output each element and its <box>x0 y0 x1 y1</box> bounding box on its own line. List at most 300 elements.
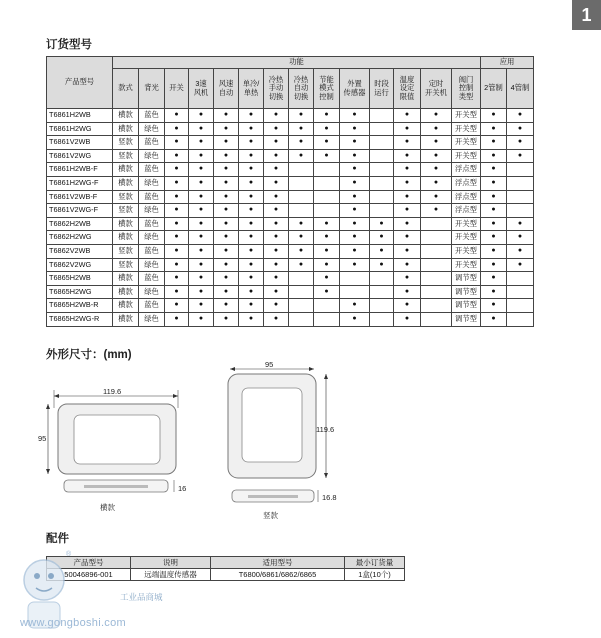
feature-dot: ● <box>189 163 214 177</box>
feature-dot: ● <box>394 163 421 177</box>
application-dot: ● <box>507 122 534 136</box>
accessories-section-title: 配件 <box>46 533 69 545</box>
feature-empty <box>370 163 394 177</box>
table-row <box>47 312 534 326</box>
feature-dot: ● <box>394 231 421 245</box>
feature-dot: ● <box>314 122 340 136</box>
feature-empty <box>421 272 452 286</box>
function-column-header: 冷热 手动 切换 <box>264 69 289 109</box>
backlight-cell: 蓝色 <box>139 136 165 150</box>
watermark-brand: 工业品商城 <box>120 592 163 602</box>
function-column-header: 定时 开关机 <box>421 69 452 109</box>
model-cell: T6861V2WB <box>47 136 113 150</box>
feature-dot: ● <box>340 204 370 218</box>
style-cell: 竖款 <box>113 244 139 258</box>
feature-dot: ● <box>214 136 239 150</box>
feature-dot: ● <box>370 217 394 231</box>
feature-empty <box>370 122 394 136</box>
feature-dot: ● <box>264 231 289 245</box>
function-column-header: 款式 <box>113 69 139 109</box>
backlight-cell: 蓝色 <box>139 163 165 177</box>
model-cell: T6861H2WG-F <box>47 176 113 190</box>
feature-dot: ● <box>340 299 370 313</box>
feature-dot: ● <box>165 299 189 313</box>
horizontal-dimension-drawing <box>34 384 204 516</box>
feature-dot: ● <box>165 204 189 218</box>
model-cell: T6861V2WB-F <box>47 190 113 204</box>
feature-empty <box>421 231 452 245</box>
style-cell: 横款 <box>113 299 139 313</box>
application-dot: ● <box>481 299 507 313</box>
feature-dot: ● <box>394 244 421 258</box>
feature-dot: ● <box>165 163 189 177</box>
feature-dot: ● <box>214 176 239 190</box>
valve-type-cell: 开关型 <box>452 109 481 123</box>
function-column-header: 背光 <box>139 69 165 109</box>
feature-dot: ● <box>264 204 289 218</box>
table-row <box>47 231 534 245</box>
feature-dot: ● <box>165 244 189 258</box>
parts-moq: 1盒(10个) <box>345 569 405 581</box>
application-dot: ● <box>507 258 534 272</box>
backlight-cell: 绿色 <box>139 204 165 218</box>
feature-dot: ● <box>340 231 370 245</box>
horizontal-depth-label: 16 <box>178 484 187 493</box>
application-dot: ● <box>507 109 534 123</box>
style-cell: 横款 <box>113 122 139 136</box>
feature-dot: ● <box>340 244 370 258</box>
feature-dot: ● <box>421 190 452 204</box>
application-dot: ● <box>481 312 507 326</box>
feature-dot: ● <box>394 312 421 326</box>
style-cell: 横款 <box>113 231 139 245</box>
table-row <box>47 299 534 313</box>
function-column-header: 单冷/ 单热 <box>239 69 264 109</box>
feature-dot: ● <box>165 190 189 204</box>
feature-empty <box>421 312 452 326</box>
feature-dot: ● <box>239 285 264 299</box>
valve-type-cell: 调节型 <box>452 285 481 299</box>
feature-dot: ● <box>394 204 421 218</box>
feature-dot: ● <box>314 109 340 123</box>
table-row <box>47 244 534 258</box>
feature-dot: ● <box>165 149 189 163</box>
feature-dot: ● <box>370 231 394 245</box>
application-dot: ● <box>481 217 507 231</box>
backlight-cell: 蓝色 <box>139 299 165 313</box>
feature-dot: ● <box>165 258 189 272</box>
feature-dot: ● <box>264 136 289 150</box>
feature-dot: ● <box>394 136 421 150</box>
style-cell: 横款 <box>113 217 139 231</box>
feature-dot: ● <box>189 285 214 299</box>
application-dot: ● <box>481 176 507 190</box>
feature-dot: ● <box>394 217 421 231</box>
feature-empty <box>289 163 314 177</box>
feature-empty <box>370 299 394 313</box>
feature-dot: ● <box>264 176 289 190</box>
function-column-header: 风速 自动 <box>214 69 239 109</box>
valve-type-cell: 调节型 <box>452 312 481 326</box>
feature-empty <box>314 312 340 326</box>
feature-dot: ● <box>165 136 189 150</box>
table-row <box>47 204 534 218</box>
application-dot: ● <box>507 217 534 231</box>
feature-empty <box>421 299 452 313</box>
application-empty <box>507 176 534 190</box>
table-row <box>47 149 534 163</box>
function-column-header: 外置 传感器 <box>340 69 370 109</box>
parts-model: 50046896-001 <box>47 569 131 581</box>
feature-empty <box>314 163 340 177</box>
feature-dot: ● <box>421 163 452 177</box>
application-dot: ● <box>481 258 507 272</box>
feature-dot: ● <box>289 136 314 150</box>
feature-empty <box>340 285 370 299</box>
application-dot: ● <box>481 231 507 245</box>
feature-dot: ● <box>421 176 452 190</box>
feature-dot: ● <box>314 285 340 299</box>
application-dot: ● <box>481 136 507 150</box>
feature-dot: ● <box>189 176 214 190</box>
vertical-dimension-drawing <box>218 360 368 522</box>
valve-type-cell: 开关型 <box>452 149 481 163</box>
feature-dot: ● <box>189 109 214 123</box>
feature-empty <box>289 204 314 218</box>
feature-empty <box>314 204 340 218</box>
valve-type-cell: 浮点型 <box>452 204 481 218</box>
feature-dot: ● <box>189 272 214 286</box>
feature-empty <box>289 299 314 313</box>
feature-dot: ● <box>214 217 239 231</box>
feature-dot: ● <box>314 272 340 286</box>
backlight-cell: 绿色 <box>139 312 165 326</box>
parts-header-applicable: 适用型号 <box>211 557 345 569</box>
feature-dot: ● <box>264 285 289 299</box>
feature-empty <box>314 190 340 204</box>
watermark-registered-mark: ® <box>66 551 72 558</box>
feature-dot: ● <box>314 136 340 150</box>
feature-dot: ● <box>394 299 421 313</box>
table-row <box>47 122 534 136</box>
feature-dot: ● <box>214 299 239 313</box>
feature-empty <box>421 217 452 231</box>
feature-dot: ● <box>421 122 452 136</box>
feature-dot: ● <box>314 231 340 245</box>
application-empty <box>507 272 534 286</box>
feature-dot: ● <box>239 136 264 150</box>
feature-dot: ● <box>289 109 314 123</box>
feature-empty <box>314 176 340 190</box>
application-empty <box>507 163 534 177</box>
feature-dot: ● <box>264 272 289 286</box>
valve-type-cell: 调节型 <box>452 299 481 313</box>
application-dot: ● <box>481 190 507 204</box>
model-cell: T6861V2WG <box>47 149 113 163</box>
backlight-cell: 绿色 <box>139 258 165 272</box>
feature-dot: ● <box>189 244 214 258</box>
style-cell: 横款 <box>113 272 139 286</box>
feature-dot: ● <box>239 204 264 218</box>
feature-empty <box>370 285 394 299</box>
feature-dot: ● <box>239 163 264 177</box>
feature-dot: ● <box>421 204 452 218</box>
feature-dot: ● <box>189 258 214 272</box>
model-cell: T6862H2WG <box>47 231 113 245</box>
backlight-cell: 绿色 <box>139 231 165 245</box>
watermark-url: www.gongboshi.com <box>20 617 126 629</box>
table-row <box>47 285 534 299</box>
style-cell: 横款 <box>113 285 139 299</box>
feature-empty <box>421 244 452 258</box>
model-column-header: 产品型号 <box>47 57 113 109</box>
feature-dot: ● <box>189 217 214 231</box>
feature-empty <box>289 272 314 286</box>
function-column-header: 阀门 控制 类型 <box>452 69 481 109</box>
feature-empty <box>289 312 314 326</box>
style-cell: 竖款 <box>113 136 139 150</box>
feature-dot: ● <box>189 122 214 136</box>
feature-dot: ● <box>370 244 394 258</box>
valve-type-cell: 开关型 <box>452 231 481 245</box>
application-empty <box>507 285 534 299</box>
table-row <box>47 109 534 123</box>
function-column-header: 开关 <box>165 69 189 109</box>
feature-dot: ● <box>289 149 314 163</box>
model-cell: T6861H2WB-F <box>47 163 113 177</box>
style-cell: 竖款 <box>113 190 139 204</box>
application-dot: ● <box>507 244 534 258</box>
feature-dot: ● <box>239 109 264 123</box>
feature-dot: ● <box>165 122 189 136</box>
application-dot: ● <box>481 272 507 286</box>
style-cell: 横款 <box>113 312 139 326</box>
function-column-header: 时段 运行 <box>370 69 394 109</box>
feature-dot: ● <box>165 217 189 231</box>
feature-empty <box>421 285 452 299</box>
feature-dot: ● <box>340 217 370 231</box>
style-cell: 竖款 <box>113 258 139 272</box>
backlight-cell: 绿色 <box>139 285 165 299</box>
valve-type-cell: 浮点型 <box>452 163 481 177</box>
feature-dot: ● <box>370 258 394 272</box>
feature-dot: ● <box>165 272 189 286</box>
style-cell: 横款 <box>113 109 139 123</box>
feature-dot: ● <box>421 149 452 163</box>
vertical-height-label: 119.6 <box>316 425 335 434</box>
order-section-title: 订货型号 <box>46 39 92 51</box>
backlight-cell: 蓝色 <box>139 190 165 204</box>
table-row <box>47 136 534 150</box>
function-column-header: 冷热 自动 切换 <box>289 69 314 109</box>
application-empty <box>507 312 534 326</box>
feature-empty <box>289 190 314 204</box>
feature-dot: ● <box>394 285 421 299</box>
feature-dot: ● <box>239 149 264 163</box>
backlight-cell: 蓝色 <box>139 244 165 258</box>
feature-dot: ● <box>214 312 239 326</box>
parts-applicable: T6800/6861/6862/6865 <box>211 569 345 581</box>
feature-dot: ● <box>289 231 314 245</box>
feature-dot: ● <box>264 312 289 326</box>
valve-type-cell: 浮点型 <box>452 190 481 204</box>
feature-dot: ● <box>189 136 214 150</box>
feature-empty <box>370 176 394 190</box>
feature-empty <box>370 109 394 123</box>
feature-dot: ● <box>264 109 289 123</box>
style-cell: 横款 <box>113 176 139 190</box>
feature-dot: ● <box>394 190 421 204</box>
feature-dot: ● <box>165 285 189 299</box>
feature-dot: ● <box>314 149 340 163</box>
function-group-header: 功能 <box>113 57 481 69</box>
feature-dot: ● <box>394 176 421 190</box>
feature-empty <box>370 312 394 326</box>
function-column-header: 节能 模式 控制 <box>314 69 340 109</box>
feature-dot: ● <box>214 149 239 163</box>
valve-type-cell: 浮点型 <box>452 176 481 190</box>
page-number: 1 <box>572 0 601 30</box>
application-column-header: 2管制 <box>481 69 507 109</box>
feature-dot: ● <box>239 231 264 245</box>
valve-type-cell: 调节型 <box>452 272 481 286</box>
parts-header-moq: 最小订货量 <box>345 557 405 569</box>
feature-empty <box>421 258 452 272</box>
feature-empty <box>370 149 394 163</box>
table-row <box>47 258 534 272</box>
feature-dot: ● <box>214 272 239 286</box>
valve-type-cell: 开关型 <box>452 122 481 136</box>
feature-empty <box>340 272 370 286</box>
feature-dot: ● <box>189 149 214 163</box>
feature-dot: ● <box>340 109 370 123</box>
feature-dot: ● <box>394 149 421 163</box>
horizontal-height-label: 95 <box>38 434 47 443</box>
model-cell: T6861V2WG-F <box>47 204 113 218</box>
feature-dot: ● <box>314 258 340 272</box>
feature-dot: ● <box>340 176 370 190</box>
feature-dot: ● <box>289 122 314 136</box>
feature-empty <box>289 285 314 299</box>
backlight-cell: 绿色 <box>139 122 165 136</box>
application-dot: ● <box>507 149 534 163</box>
feature-dot: ● <box>264 244 289 258</box>
feature-dot: ● <box>189 231 214 245</box>
feature-empty <box>370 204 394 218</box>
model-cell: T6861H2WG <box>47 122 113 136</box>
model-cell: T6862V2WB <box>47 244 113 258</box>
feature-dot: ● <box>264 190 289 204</box>
feature-dot: ● <box>340 122 370 136</box>
feature-dot: ● <box>340 163 370 177</box>
horizontal-width-label: 119.6 <box>103 387 122 396</box>
valve-type-cell: 开关型 <box>452 217 481 231</box>
table-row <box>47 217 534 231</box>
feature-dot: ● <box>239 312 264 326</box>
backlight-cell: 蓝色 <box>139 109 165 123</box>
feature-dot: ● <box>239 258 264 272</box>
application-empty <box>507 299 534 313</box>
feature-dot: ● <box>314 244 340 258</box>
feature-dot: ● <box>165 109 189 123</box>
style-cell: 竖款 <box>113 149 139 163</box>
feature-dot: ● <box>264 217 289 231</box>
application-dot: ● <box>481 285 507 299</box>
application-dot: ● <box>481 204 507 218</box>
feature-dot: ● <box>165 312 189 326</box>
style-cell: 竖款 <box>113 204 139 218</box>
feature-dot: ● <box>214 204 239 218</box>
feature-dot: ● <box>264 149 289 163</box>
valve-type-cell: 开关型 <box>452 244 481 258</box>
feature-dot: ● <box>239 217 264 231</box>
feature-empty <box>370 136 394 150</box>
valve-type-cell: 开关型 <box>452 258 481 272</box>
feature-dot: ● <box>340 149 370 163</box>
model-cell: T6865H2WG-R <box>47 312 113 326</box>
feature-dot: ● <box>239 299 264 313</box>
feature-dot: ● <box>239 272 264 286</box>
feature-dot: ● <box>289 244 314 258</box>
feature-dot: ● <box>239 122 264 136</box>
feature-dot: ● <box>239 244 264 258</box>
feature-dot: ● <box>394 272 421 286</box>
model-cell: T6865H2WB-R <box>47 299 113 313</box>
feature-dot: ● <box>214 231 239 245</box>
application-dot: ● <box>481 149 507 163</box>
parts-header-model: 产品型号 <box>47 557 131 569</box>
model-cell: T6865H2WB <box>47 272 113 286</box>
model-cell: T6862V2WG <box>47 258 113 272</box>
feature-dot: ● <box>214 109 239 123</box>
application-column-header: 4管制 <box>507 69 534 109</box>
vertical-model-label: 竖款 <box>263 511 278 520</box>
feature-dot: ● <box>340 190 370 204</box>
table-row <box>47 272 534 286</box>
feature-dot: ● <box>314 217 340 231</box>
vertical-width-label: 95 <box>265 360 274 369</box>
application-empty <box>507 190 534 204</box>
feature-empty <box>370 190 394 204</box>
feature-dot: ● <box>394 258 421 272</box>
feature-dot: ● <box>214 258 239 272</box>
feature-dot: ● <box>340 312 370 326</box>
feature-dot: ● <box>214 163 239 177</box>
feature-dot: ● <box>394 122 421 136</box>
vertical-depth-label: 16.8 <box>322 493 337 502</box>
feature-dot: ● <box>289 217 314 231</box>
function-column-header: 3速 风机 <box>189 69 214 109</box>
feature-dot: ● <box>264 258 289 272</box>
application-dot: ● <box>481 109 507 123</box>
order-table <box>46 56 534 327</box>
feature-dot: ● <box>394 109 421 123</box>
backlight-cell: 蓝色 <box>139 272 165 286</box>
feature-dot: ● <box>239 176 264 190</box>
application-dot: ● <box>481 122 507 136</box>
application-dot: ● <box>507 136 534 150</box>
feature-dot: ● <box>239 190 264 204</box>
feature-dot: ● <box>189 299 214 313</box>
feature-dot: ● <box>421 109 452 123</box>
backlight-cell: 绿色 <box>139 176 165 190</box>
parts-header-desc: 说明 <box>131 557 211 569</box>
model-cell: T6862H2WB <box>47 217 113 231</box>
style-cell: 横款 <box>113 163 139 177</box>
model-cell: T6865H2WG <box>47 285 113 299</box>
feature-dot: ● <box>165 176 189 190</box>
application-empty <box>507 204 534 218</box>
